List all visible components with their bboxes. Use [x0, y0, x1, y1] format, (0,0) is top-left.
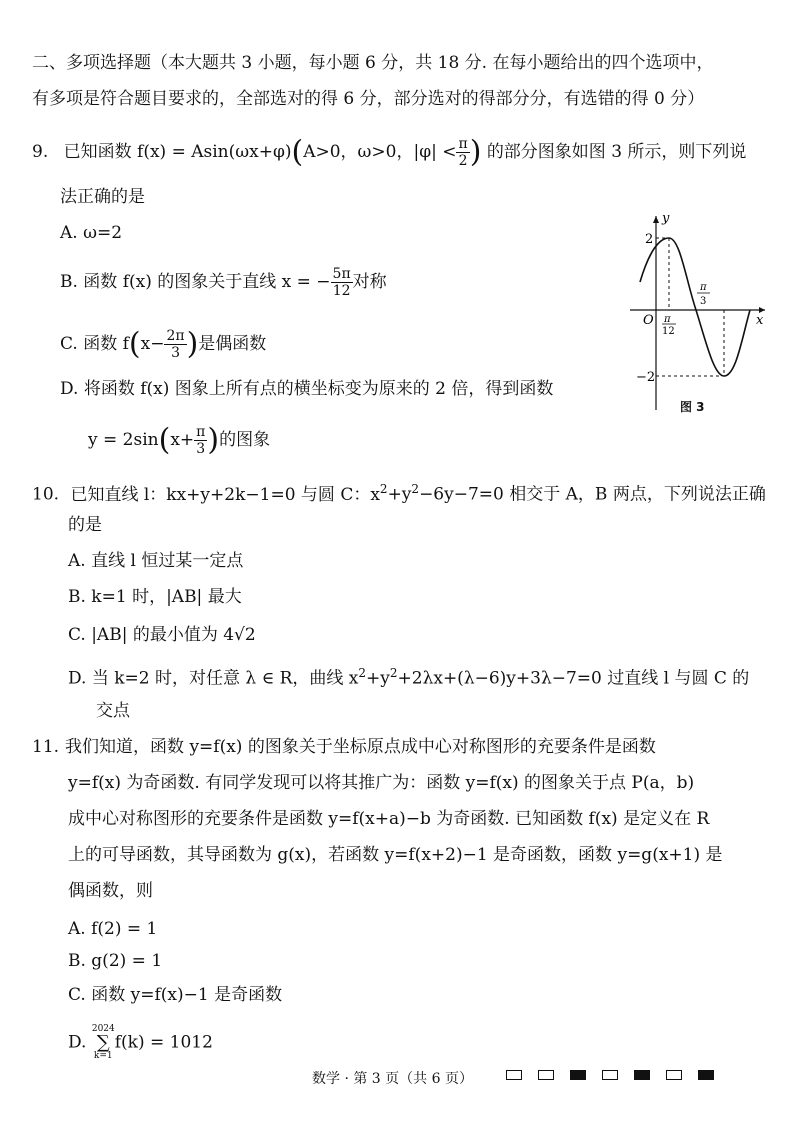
q10-option-c: C. |AB| 的最小值为 4√2 — [68, 625, 256, 645]
q10-stem-line1: 10. 已知直线 l：kx+y+2k−1=0 与圆 C：$x^2+y^2-6y-7=0$ 相交于 A，B 两点，下列说法正确 — [32, 482, 766, 505]
q9-option-b: B. 函数 f(x) 的图象关于直线 x = − $\frac{5\pi}{12}$ 对称 — [60, 266, 387, 299]
q10-option-d-line2: 交点 — [96, 701, 130, 721]
scan-mark-hollow — [538, 1070, 554, 1080]
scan-mark-hollow — [506, 1070, 522, 1080]
q11-stem-line1: 11. 我们知道，函数 y=f(x) 的图象关于坐标原点成中心对称图形的充要条件是函数 — [32, 737, 656, 757]
q9-stem-a: 已知函数 f(x) = Asin(ωx+φ) — [63, 142, 292, 162]
q9-option-a: A. ω=2 — [60, 223, 123, 243]
q11-option-d: D. 2024 ∑ k=1 f(k) = 1012 — [68, 1024, 213, 1061]
scan-mark-filled — [698, 1070, 714, 1080]
q9-option-d-line2: y = 2sin(x+ $\frac{\pi}{3}$ )的图象 — [88, 422, 271, 458]
q9-number: 9. — [32, 142, 49, 162]
q10-option-a: A. 直线 l 恒过某一定点 — [68, 551, 244, 571]
tick-pi12-num: π — [664, 314, 671, 325]
q11-stem-line2: y=f(x) 为奇函数. 有同学发现可以将其推广为：函数 y=f(x) 的图象关于点 P(a，b) — [68, 773, 695, 793]
paren-close: ) — [469, 134, 482, 170]
q9-optD-fraction: $\frac{\pi}{3}$ — [196, 424, 206, 457]
section-heading-line1: 二、多项选择题（本大题共 3 小题，每小题 6 分，共 18 分. 在每小题给出的四个选项中， — [32, 53, 714, 73]
q10-stem-line2: 的是 — [68, 515, 102, 535]
q11-option-a: A. f(2) = 1 — [68, 919, 158, 939]
q11-option-b: B. g(2) = 1 — [68, 951, 163, 971]
paren-open: ( — [291, 134, 304, 170]
page-footer: 数学 · 第 3 页（共 6 页） — [312, 1071, 473, 1087]
q10-option-b: B. k=1 时，|AB| 最大 — [68, 587, 242, 607]
q11-stem-line5: 偶函数，则 — [68, 881, 153, 901]
scan-mark-hollow — [602, 1070, 618, 1080]
y-min-label: −2 — [636, 370, 656, 385]
scan-mark-filled — [634, 1070, 650, 1080]
q9-stem-line2: 法正确的是 — [60, 187, 145, 207]
q9-stem-b: A>0，ω>0，|φ| < — [303, 142, 457, 162]
y-axis-arrow-icon — [653, 216, 659, 223]
q9-stem-line1 — [32, 136, 746, 169]
scan-mark-filled — [570, 1070, 586, 1080]
q9-option-c: C. 函数 f(x− $\frac{2\pi}{3}$ )是偶函数 — [60, 326, 267, 362]
q11-stem-line4: 上的可导函数，其导函数为 g(x)，若函数 y=f(x+2)−1 是奇函数，函数 y=g(x+1) 是 — [68, 845, 723, 865]
x-axis-label: x — [756, 313, 764, 328]
sine-graph-svg — [620, 210, 770, 420]
figure-3-sine-graph — [620, 210, 770, 420]
q9-optC-fraction: $\frac{2\pi}{3}$ — [166, 328, 185, 361]
q10-option-d-line1: D. 当 k=2 时，对任意 λ ∈ R，曲线 $x^2+y^2+2\lambda x+(\lambda-6)y+3\lambda-7=0$ 过直线 l 与圆 C 的 — [68, 666, 750, 689]
q9-stem-c: 的部分图象如图 3 所示，则下列说 — [486, 142, 747, 162]
y-axis-label: y — [662, 211, 670, 226]
q9-optB-fraction: $\frac{5\pi}{12}$ — [332, 266, 351, 299]
q9-option-d-line1: D. 将函数 f(x) 图象上所有点的横坐标变为原来的 2 倍，得到函数 — [60, 379, 554, 399]
origin-label: O — [643, 313, 654, 328]
summation-symbol: 2024 ∑ k=1 — [91, 1024, 115, 1061]
scan-mark-hollow — [666, 1070, 682, 1080]
figure-caption: 图 3 — [680, 400, 705, 414]
q9-phi-bound-fraction: $\frac{\pi}{2}$ — [458, 136, 468, 169]
tick-pi3-den: 3 — [700, 296, 707, 307]
y-max-label: 2 — [645, 232, 654, 247]
tick-pi3-num: π — [700, 282, 707, 293]
tick-pi12-den: 12 — [662, 326, 675, 337]
q11-option-c: C. 函数 y=f(x)−1 是奇函数 — [68, 985, 283, 1005]
section-heading-line2: 有多项是符合题目要求的，全部选对的得 6 分，部分选对的得部分分，有选错的得 0 分） — [32, 89, 705, 109]
q11-stem-line3: 成中心对称图形的充要条件是函数 y=f(x+a)−b 为奇函数. 已知函数 f(x) 是定义在 R — [68, 809, 710, 829]
